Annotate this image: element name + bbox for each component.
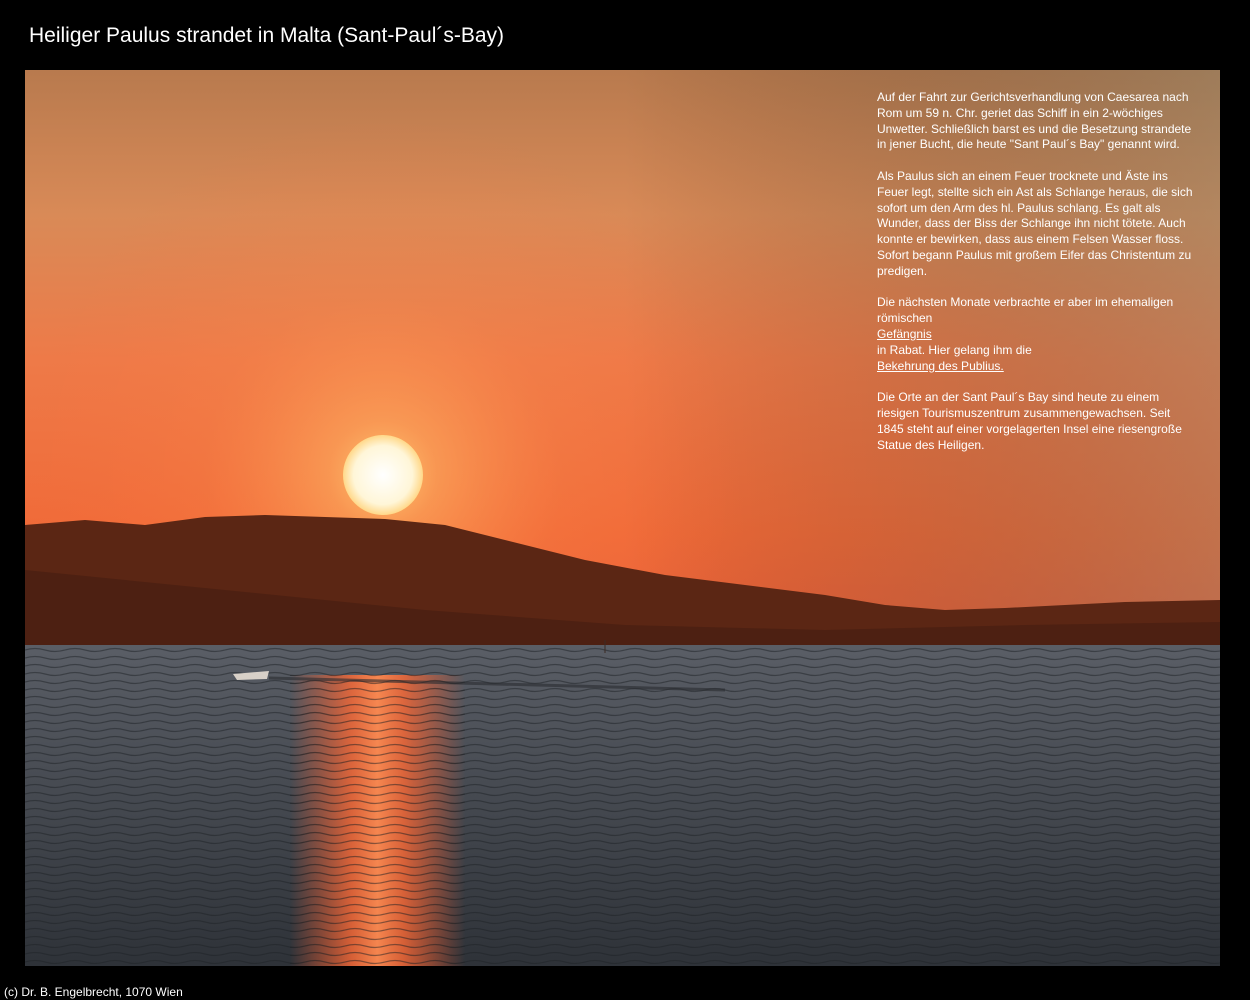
page-title: Heiliger Paulus strandet in Malta (Sant-Paul´s-Bay) [29,24,505,47]
caption-paragraph-1: Auf der Fahrt zur Gerichtsverhandlung von Caesarea nach Rom um 59 n. Chr. geriet das Schiff in ein 2-wöchiges Unwetter. Schließlich barst es und die Besetzung strandete in jener Bucht, die heute "Sant Paul´s Bay" genannt wird. [877,90,1192,152]
gefaengnis-link[interactable]: Gefängnis [877,326,932,341]
caption-paragraph-4: Die Orte an der Sant Paul´s Bay sind heute zu einem riesigen Tourismuszentrum zusammengewachsen. Seit 1845 steht auf einer vorgelagerten Insel eine riesengroße Statue des Heiligen. [877,390,1182,452]
sun [343,435,423,515]
copyright-footer: (c) Dr. B. Engelbrecht, 1070 Wien [4,985,183,999]
caption-paragraph-3-line-1: Die nächsten Monate verbrachte er aber im ehemaligen römischen [877,295,1174,326]
caption-paragraph-3 [877,295,1197,374]
bekehrung-link[interactable]: Bekehrung des Publius. [877,358,1004,373]
caption-paragraph-3-line-2: in Rabat. Hier gelang ihm die [877,342,1032,357]
caption-paragraph-2: Als Paulus sich an einem Feuer trocknete und Äste ins Feuer legt, stellte sich ein Ast als Schlange heraus, die sich sofort um den Arm des hl. Paulus schlang. Es galt als Wunder, dass der Biss der Schlange ihn nicht tötete. Auch konnte er bewirken, dass aus einem Felsen Wasser floss. Sofort begann Paulus mit großem Eifer das Christentum zu predigen. [877,168,1193,278]
caption-text [877,90,1197,469]
